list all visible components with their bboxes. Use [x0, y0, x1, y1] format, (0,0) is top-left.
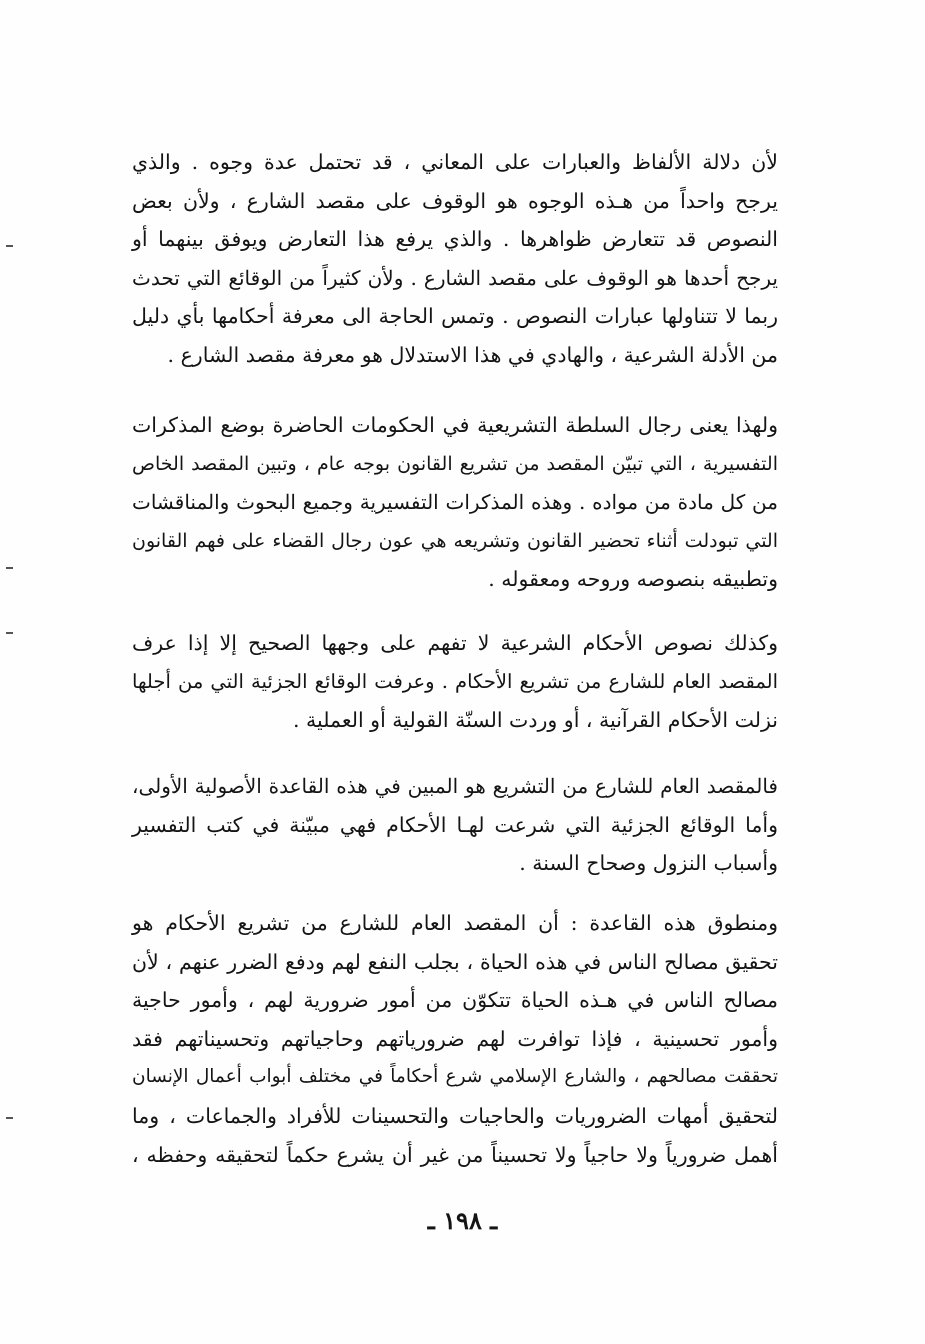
text-line: يرجح واحداً من هـذه الوجوه هو الوقوف على مقصد الشارع ، ولأن بعض — [132, 188, 778, 213]
text-line: نزلت الأحكام القرآنية ، أو وردت السنّة القولية أو العملية . — [292, 708, 778, 733]
paragraph-5 — [132, 904, 778, 1174]
margin-mark — [6, 1117, 13, 1119]
text-line: وتطبيقه بنصوصه وروحه ومعقوله . — [488, 567, 778, 592]
text-line: المقصد العام للشارع من تشريع الأحكام . وعرفت الوقائع الجزئية التي من أجلها — [132, 669, 778, 693]
text-line: ومنطوق هذه القاعدة : أن المقصد العام للشارع من تشريع الأحكام هو — [132, 911, 778, 935]
paragraph-2 — [132, 406, 778, 599]
text-line: فالمقصد العام للشارع من التشريع هو المبين في هذه القاعدة الأصولية الأولى، — [132, 774, 778, 798]
text-line: ولهذا يعنى رجال السلطة التشريعية في الحكومات الحاضرة بوضع المذكرات — [132, 413, 778, 437]
text-line: يرجح أحدها هو الوقوف على مقصد الشارع . ولأن كثيراً من الوقائع التي تحدث — [132, 265, 778, 290]
text-line: التفسيرية ، التي تبيّن المقصد من تشريع القانون بوجه عام ، وتبين المقصد الخاص — [132, 452, 778, 475]
text-line: وأسباب النزول وصحاح السنة . — [519, 851, 778, 876]
text-line: من كل مادة من مواده . وهذه المذكرات التفسيرية وجميع البحوث والمناقشات — [132, 490, 778, 515]
text-line: النصوص قد تتعارض ظواهرها . والذي يرفع هذا التعارض ويوفق بينهما أو — [132, 227, 778, 252]
text-line: تحقيق مصالح الناس في هذه الحياة ، بجلب النفع لهم ودفع الضرر عنهم ، لأن — [132, 949, 778, 974]
text-line: وكذلك نصوص الأحكام الشرعية لا تفهم على وجهها الصحيح إلا إذا عرف — [132, 631, 778, 655]
paragraph-3 — [132, 624, 778, 740]
text-line: وأما الوقائع الجزئية التي شرعت لهـا الأحكام فهي مبيّنة في كتب التفسير — [132, 812, 778, 837]
text-line: تحققت مصالحهم ، والشارع الإسلامي شرع أحكاماً في مختلف أبواب أعمال الإنسان — [132, 1066, 778, 1088]
text-line: ربما لا تتناولها عبارات النصوص . وتمس الحاجة الى معرفة أحكامها بأي دليل — [132, 304, 778, 329]
page-number: ـ ١٩٨ ـ — [427, 1206, 498, 1235]
text-line: مصالح الناس في هـذه الحياة تتكوّن من أمور ضرورية لهم ، وأمور حاجية — [132, 988, 778, 1013]
paragraph-4 — [132, 767, 778, 883]
paragraph-1 — [132, 143, 778, 375]
margin-mark — [6, 567, 13, 569]
text-line: من الأدلة الشرعية ، والهادي في هذا الاستدلال هو معرفة مقصد الشارع . — [167, 342, 778, 367]
text-line: وأمور تحسينية ، فإذا توافرت لهم ضرورياتهم وحاجياتهم وتحسيناتهم فقد — [132, 1026, 778, 1051]
margin-mark — [6, 632, 13, 634]
text-line: أهمل ضرورياً ولا حاجياً ولا تحسيناً من غير أن يشرع حكماً لتحقيقه وحفظه ، — [132, 1142, 778, 1167]
text-line: لأن دلالة الألفاظ والعبارات على المعاني ، قد تحتمل عدة وجوه . والذي — [132, 150, 778, 174]
text-line: التي تبودلت أثناء تحضير القانون وتشريعه هي عون رجال القضاء على فهم القانون — [132, 529, 778, 552]
text-line: لتحقيق أمهات الضروريات والحاجيات والتحسينات للأفراد والجماعات ، وما — [132, 1103, 778, 1128]
margin-mark — [6, 245, 13, 247]
